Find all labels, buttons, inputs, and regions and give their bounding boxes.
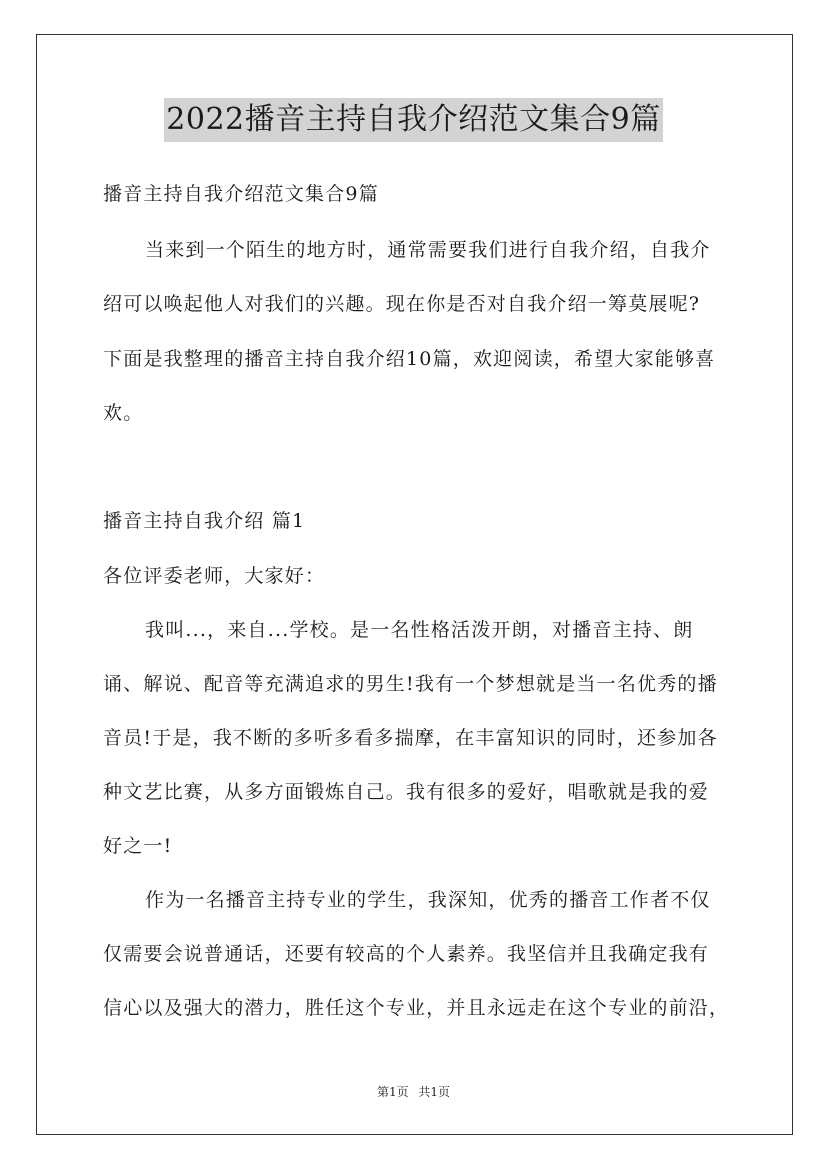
page-number-total: 共1页 [418, 1085, 451, 1099]
para2-line-2: 仅需要会说普通话，还要有较高的个人素养。我坚信并且我确定我有 [103, 943, 710, 965]
document-subtitle: 播音主持自我介绍范文集合9篇 [103, 183, 379, 205]
intro-line-1: 当来到一个陌生的地方时，通常需要我们进行自我介绍，自我介 [145, 239, 711, 261]
intro-line-3: 下面是我整理的播音主持自我介绍10篇，欢迎阅读，希望大家能够喜 [103, 348, 716, 370]
title-wrap [0, 98, 827, 142]
intro-line-2: 绍可以唤起他人对我们的兴趣。现在你是否对自我介绍一筹莫展呢? [103, 293, 701, 315]
para2-line-3: 信心以及强大的潜力，胜任这个专业，并且永远走在这个专业的前沿， [103, 997, 730, 1019]
intro-line-4: 欢。 [103, 402, 144, 424]
para2-line-1: 作为一名播音主持专业的学生，我深知，优秀的播音工作者不仅 [145, 889, 711, 911]
para1-line-3: 音员!于是，我不断的多听多看多揣摩，在丰富知识的同时，还参加各 [103, 727, 718, 749]
page-number-current: 第1页 [376, 1085, 409, 1099]
page-footer [0, 1083, 827, 1101]
para1-line-5: 好之一! [103, 835, 173, 857]
section-heading: 播音主持自我介绍 篇1 [103, 510, 306, 532]
document-title: 2022播音主持自我介绍范文集合9篇 [164, 98, 662, 142]
para1-line-2: 诵、解说、配音等充满追求的男生!我有一个梦想就是当一名优秀的播 [103, 673, 718, 695]
greeting-line: 各位评委老师，大家好： [103, 565, 326, 587]
para1-line-1: 我叫...，来自...学校。是一名性格活泼开朗，对播音主持、朗 [145, 619, 694, 641]
para1-line-4: 种文艺比赛，从多方面锻炼自己。我有很多的爱好，唱歌就是我的爱 [103, 781, 710, 803]
